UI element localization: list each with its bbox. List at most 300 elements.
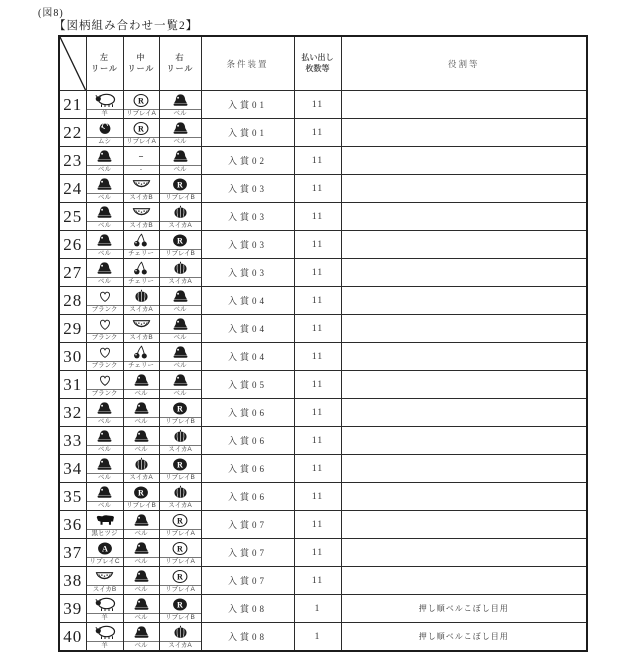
left-reel-cell — [86, 399, 123, 427]
blank-heart-icon — [87, 343, 123, 362]
right-reel-symbol — [160, 315, 201, 342]
symbol-label: ベル — [173, 390, 187, 397]
symbol-label: ベル — [98, 222, 111, 229]
payout-count-cell: 11 — [294, 455, 341, 483]
watermelon-dark-icon — [160, 203, 201, 222]
left-reel-cell — [86, 259, 123, 287]
middle-reel-symbol — [124, 315, 159, 342]
middle-reel-symbol — [124, 91, 159, 118]
table-row — [59, 343, 587, 371]
condition-device-cell: 入賞06 — [201, 455, 294, 483]
sheep-icon — [87, 623, 123, 642]
svg-text:R: R — [177, 571, 183, 581]
table-row — [59, 119, 587, 147]
middle-reel-cell — [123, 259, 159, 287]
role-cell — [341, 287, 587, 315]
right-reel-cell — [159, 91, 201, 119]
symbol-label: ベル — [98, 446, 111, 453]
sheep-icon — [87, 595, 123, 614]
table-body — [59, 91, 587, 652]
middle-reel-symbol — [124, 203, 159, 230]
symbol-label: ベル — [98, 194, 111, 201]
left-reel-cell — [86, 371, 123, 399]
symbol-label: ベル — [98, 166, 111, 173]
symbol-label: リプレイC — [89, 558, 120, 565]
right-reel-symbol — [160, 147, 201, 174]
symbol-label: スイカA — [168, 446, 192, 453]
row-number-cell: 31 — [59, 371, 86, 399]
table-row — [59, 147, 587, 175]
symbol-label: チェリー — [128, 362, 154, 369]
symbol-label: ベル — [98, 418, 111, 425]
symbol-label: リプレイA — [165, 586, 195, 593]
right-reel-cell — [159, 203, 201, 231]
symbol-label: チェリー — [128, 278, 154, 285]
condition-device-cell: 入賞03 — [201, 259, 294, 287]
watermelon-dark-icon — [160, 483, 201, 502]
left-reel-symbol — [87, 315, 123, 342]
header-row — [59, 36, 587, 91]
middle-reel-symbol — [124, 259, 159, 286]
reel-word-label: リール — [166, 63, 194, 73]
payout-count-cell: 1 — [294, 595, 341, 623]
middle-reel-cell — [123, 287, 159, 315]
cherry-icon — [124, 259, 159, 278]
symbol-label: スイカA — [168, 502, 192, 509]
bell-icon — [87, 231, 123, 250]
condition-device-cell: 入賞08 — [201, 595, 294, 623]
symbol-label: チェリー — [128, 250, 154, 257]
payout-count-cell: 11 — [294, 175, 341, 203]
right-reel-symbol — [160, 119, 201, 146]
replay-b-icon — [160, 231, 201, 250]
role-cell — [341, 399, 587, 427]
symbol-label: ベル — [173, 110, 187, 117]
symbol-label: 羊 — [101, 614, 108, 621]
payout-count-cell: 11 — [294, 483, 341, 511]
table-row — [59, 91, 587, 119]
left-reel-cell — [86, 343, 123, 371]
right-reel-symbol — [160, 371, 201, 398]
svg-text:A: A — [101, 543, 108, 553]
right-reel-cell — [159, 455, 201, 483]
symbol-label: リプレイB — [165, 418, 195, 425]
row-number-cell: 29 — [59, 315, 86, 343]
condition-device-cell: 入賞06 — [201, 399, 294, 427]
middle-reel-cell — [123, 511, 159, 539]
payout-count-cell: 11 — [294, 203, 341, 231]
col-header-left-reel — [86, 36, 123, 91]
table-row — [59, 287, 587, 315]
condition-device-cell: 入賞01 — [201, 91, 294, 119]
middle-reel-symbol — [124, 623, 159, 650]
svg-text:R: R — [177, 515, 183, 525]
middle-reel-symbol — [124, 483, 159, 510]
bell-icon — [124, 427, 159, 446]
right-reel-cell — [159, 539, 201, 567]
right-reel-symbol — [160, 343, 201, 370]
left-reel-cell — [86, 91, 123, 119]
payout-count-cell: 11 — [294, 287, 341, 315]
svg-text:R: R — [177, 403, 183, 413]
middle-reel-cell — [123, 427, 159, 455]
right-reel-symbol — [160, 483, 201, 510]
bell-icon — [160, 343, 201, 362]
symbol-label: ベル — [134, 446, 148, 453]
reel-word-label: リール — [127, 63, 155, 73]
middle-reel-cell — [123, 399, 159, 427]
left-reel-cell — [86, 203, 123, 231]
middle-reel-symbol — [124, 511, 159, 538]
right-reel-cell — [159, 371, 201, 399]
left-reel-cell — [86, 427, 123, 455]
row-number-cell: 40 — [59, 623, 86, 652]
right-reel-symbol — [160, 203, 201, 230]
sheep-icon — [87, 91, 123, 110]
left-reel-symbol — [87, 91, 123, 118]
middle-reel-symbol — [124, 539, 159, 566]
payout-count-cell: 1 — [294, 623, 341, 652]
replay-a-icon — [160, 511, 201, 530]
middle-reel-cell — [123, 315, 159, 343]
table-row — [59, 455, 587, 483]
condition-device-cell: 入賞03 — [201, 231, 294, 259]
bell-icon — [124, 623, 159, 642]
middle-reel-cell — [123, 203, 159, 231]
right-reel-cell — [159, 287, 201, 315]
role-cell — [341, 455, 587, 483]
symbol-label: ベル — [134, 586, 148, 593]
col-header-condition-device: 条件装置 — [201, 36, 294, 91]
row-number-cell: 38 — [59, 567, 86, 595]
middle-reel-symbol — [124, 147, 159, 174]
symbol-label: 羊 — [101, 110, 108, 117]
symbol-label: スイカB — [129, 222, 153, 229]
table-row — [59, 315, 587, 343]
table-row — [59, 259, 587, 287]
left-reel-symbol — [87, 119, 123, 146]
symbol-combination-table — [58, 35, 588, 652]
svg-text:R: R — [138, 487, 144, 497]
row-number-cell: 34 — [59, 455, 86, 483]
right-reel-symbol — [160, 91, 201, 118]
middle-reel-symbol — [124, 567, 159, 594]
left-reel-symbol — [87, 483, 123, 510]
bell-icon — [124, 511, 159, 530]
right-reel-cell — [159, 119, 201, 147]
col-header-right-reel — [159, 36, 201, 91]
col-header-role: 役割等 — [341, 36, 587, 91]
right-reel-label: 右 — [175, 52, 185, 62]
black-sheep-icon — [87, 511, 123, 530]
right-reel-cell — [159, 315, 201, 343]
bell-icon — [124, 595, 159, 614]
middle-reel-cell — [123, 175, 159, 203]
payout-count-cell: 11 — [294, 231, 341, 259]
middle-reel-cell — [123, 91, 159, 119]
symbol-label: ベル — [173, 306, 187, 313]
row-number-cell: 37 — [59, 539, 86, 567]
middle-reel-cell — [123, 343, 159, 371]
table-row — [59, 511, 587, 539]
left-reel-cell — [86, 511, 123, 539]
symbol-label: リプレイB — [165, 194, 195, 201]
symbol-label: ブランク — [91, 334, 118, 341]
symbol-label: スイカA — [168, 642, 192, 649]
row-number-cell: 33 — [59, 427, 86, 455]
middle-reel-cell — [123, 595, 159, 623]
middle-reel-cell — [123, 119, 159, 147]
row-number-cell: 30 — [59, 343, 86, 371]
payout-count-cell: 11 — [294, 399, 341, 427]
bell-icon — [124, 567, 159, 586]
middle-reel-symbol — [124, 399, 159, 426]
symbol-label: リプレイB — [165, 474, 195, 481]
condition-device-cell: 入賞03 — [201, 175, 294, 203]
middle-reel-symbol — [124, 119, 159, 146]
left-reel-symbol — [87, 231, 123, 258]
bell-icon — [160, 315, 201, 334]
condition-device-cell: 入賞04 — [201, 287, 294, 315]
row-number-cell: 23 — [59, 147, 86, 175]
table-row — [59, 539, 587, 567]
table-row — [59, 595, 587, 623]
left-reel-symbol — [87, 287, 123, 314]
role-cell — [341, 259, 587, 287]
right-reel-symbol — [160, 511, 201, 538]
table-row — [59, 231, 587, 259]
right-reel-cell — [159, 231, 201, 259]
role-cell — [341, 567, 587, 595]
symbol-label: リプレイB — [165, 614, 195, 621]
condition-device-cell: 入賞06 — [201, 483, 294, 511]
right-reel-symbol — [160, 175, 201, 202]
bug-icon — [87, 119, 123, 138]
replay-b-icon — [160, 455, 201, 474]
replay-b-icon — [160, 399, 201, 418]
middle-reel-symbol — [124, 595, 159, 622]
symbol-label: スイカA — [129, 306, 153, 313]
watermelon-dark-icon — [160, 623, 201, 642]
left-reel-cell — [86, 595, 123, 623]
bell-icon — [87, 483, 123, 502]
table-row — [59, 483, 587, 511]
row-number-cell: 21 — [59, 91, 86, 119]
condition-device-cell: 入賞02 — [201, 147, 294, 175]
col-header-payout — [294, 36, 341, 91]
row-number-cell: 32 — [59, 399, 86, 427]
symbol-label: リプレイB — [165, 250, 195, 257]
payout-count-cell: 11 — [294, 259, 341, 287]
role-cell — [341, 539, 587, 567]
role-cell: 押し順ベルこぼし目用 — [341, 623, 587, 652]
payout-count-cell: 11 — [294, 539, 341, 567]
watermelon-dark-icon — [124, 455, 159, 474]
left-reel-symbol — [87, 203, 123, 230]
role-cell: 押し順ベルこぼし目用 — [341, 595, 587, 623]
table-row — [59, 175, 587, 203]
right-reel-symbol — [160, 567, 201, 594]
condition-device-cell: 入賞06 — [201, 427, 294, 455]
left-reel-symbol — [87, 399, 123, 426]
bell-icon — [160, 119, 201, 138]
row-number-cell: 35 — [59, 483, 86, 511]
replay-a-icon — [124, 91, 159, 110]
symbol-label: リプレイA — [126, 138, 156, 145]
right-reel-symbol — [160, 399, 201, 426]
watermelon-slice-icon — [124, 175, 159, 194]
symbol-label: リプレイB — [126, 502, 156, 509]
left-reel-cell — [86, 623, 123, 652]
symbol-label: ブランク — [91, 306, 118, 313]
right-reel-cell — [159, 483, 201, 511]
replay-a-icon — [160, 539, 201, 558]
replay-c-icon — [87, 539, 123, 558]
right-reel-cell — [159, 147, 201, 175]
symbol-label: スイカB — [129, 334, 153, 341]
reel-word-label: リール — [91, 63, 118, 73]
svg-text:R: R — [177, 179, 183, 189]
left-reel-symbol — [87, 175, 123, 202]
row-number-cell: 26 — [59, 231, 86, 259]
symbol-label: ベル — [173, 362, 187, 369]
right-reel-symbol — [160, 539, 201, 566]
watermelon-slice-icon — [124, 203, 159, 222]
symbol-label: ベル — [173, 138, 187, 145]
condition-device-cell: 入賞07 — [201, 511, 294, 539]
corner-cell — [59, 36, 86, 91]
symbol-label: リプレイA — [165, 558, 195, 565]
left-reel-symbol — [87, 623, 123, 650]
role-cell — [341, 343, 587, 371]
condition-device-cell: 入賞03 — [201, 203, 294, 231]
left-reel-symbol — [87, 511, 123, 538]
payout-label-line1: 払い出し — [301, 52, 334, 62]
payout-count-cell: 11 — [294, 147, 341, 175]
watermelon-dark-icon — [160, 427, 201, 446]
left-reel-cell — [86, 287, 123, 315]
symbol-label: 黒ヒツジ — [91, 530, 118, 537]
symbol-label: ムシ — [98, 138, 111, 145]
replay-a-icon — [160, 567, 201, 586]
symbol-label: ブランク — [91, 362, 118, 369]
bell-icon — [87, 147, 123, 166]
right-reel-symbol — [160, 455, 201, 482]
condition-device-cell: 入賞08 — [201, 623, 294, 652]
left-reel-symbol — [87, 567, 123, 594]
watermelon-dark-icon — [160, 259, 201, 278]
left-reel-cell — [86, 539, 123, 567]
middle-reel-symbol — [124, 427, 159, 454]
middle-reel-cell — [123, 623, 159, 652]
symbol-label: ブランク — [91, 390, 118, 397]
right-reel-cell — [159, 567, 201, 595]
payout-count-cell: 11 — [294, 315, 341, 343]
condition-device-cell: 入賞01 — [201, 119, 294, 147]
left-reel-cell — [86, 567, 123, 595]
bell-icon — [124, 371, 159, 390]
right-reel-symbol — [160, 595, 201, 622]
left-reel-cell — [86, 483, 123, 511]
left-reel-symbol — [87, 259, 123, 286]
svg-text:R: R — [177, 599, 183, 609]
row-number-cell: 36 — [59, 511, 86, 539]
row-number-cell: 22 — [59, 119, 86, 147]
symbol-label: スイカB — [129, 194, 153, 201]
cherry-icon — [124, 231, 159, 250]
svg-text:R: R — [177, 543, 183, 553]
role-cell — [341, 119, 587, 147]
any-icon — [124, 147, 159, 166]
symbol-label: ベル — [98, 474, 111, 481]
condition-device-cell: 入賞07 — [201, 539, 294, 567]
role-cell — [341, 203, 587, 231]
cherry-icon — [124, 343, 159, 362]
right-reel-symbol — [160, 427, 201, 454]
condition-device-cell: 入賞04 — [201, 315, 294, 343]
bell-icon — [87, 259, 123, 278]
right-reel-cell — [159, 511, 201, 539]
middle-reel-symbol — [124, 455, 159, 482]
payout-count-cell: 11 — [294, 343, 341, 371]
payout-count-cell: 11 — [294, 119, 341, 147]
right-reel-cell — [159, 175, 201, 203]
table-row — [59, 623, 587, 652]
replay-a-icon — [124, 119, 159, 138]
left-reel-cell — [86, 119, 123, 147]
table-row — [59, 427, 587, 455]
table-row — [59, 371, 587, 399]
figure-number: (図8) — [38, 8, 64, 19]
left-reel-label: 左 — [100, 52, 109, 62]
role-cell — [341, 175, 587, 203]
bell-icon — [124, 539, 159, 558]
symbol-label: ベル — [134, 530, 148, 537]
bell-icon — [87, 455, 123, 474]
left-reel-symbol — [87, 343, 123, 370]
col-header-middle-reel — [123, 36, 159, 91]
symbol-label: スイカA — [168, 222, 192, 229]
symbol-label: ベル — [134, 642, 148, 649]
middle-reel-symbol — [124, 231, 159, 258]
right-reel-symbol — [160, 231, 201, 258]
symbol-label: - — [139, 166, 143, 173]
left-reel-cell — [86, 315, 123, 343]
right-reel-symbol — [160, 259, 201, 286]
blank-heart-icon — [87, 287, 123, 306]
table-row — [59, 567, 587, 595]
bell-icon — [87, 203, 123, 222]
symbol-label: スイカB — [92, 586, 117, 593]
diagonal-line-icon — [60, 37, 86, 90]
blank-heart-icon — [87, 315, 123, 334]
right-reel-cell — [159, 427, 201, 455]
svg-text:R: R — [177, 235, 183, 245]
left-reel-cell — [86, 175, 123, 203]
middle-reel-symbol — [124, 175, 159, 202]
bell-icon — [160, 287, 201, 306]
left-reel-symbol — [87, 595, 123, 622]
symbol-label: スイカA — [168, 278, 192, 285]
symbol-label: ベル — [98, 250, 111, 257]
left-reel-symbol — [87, 539, 123, 566]
table-row — [59, 203, 587, 231]
figure-title: 【図柄組み合わせ一覧2】 — [54, 20, 199, 32]
bell-icon — [87, 175, 123, 194]
row-number-cell: 25 — [59, 203, 86, 231]
blank-heart-icon — [87, 371, 123, 390]
payout-count-cell: 11 — [294, 371, 341, 399]
